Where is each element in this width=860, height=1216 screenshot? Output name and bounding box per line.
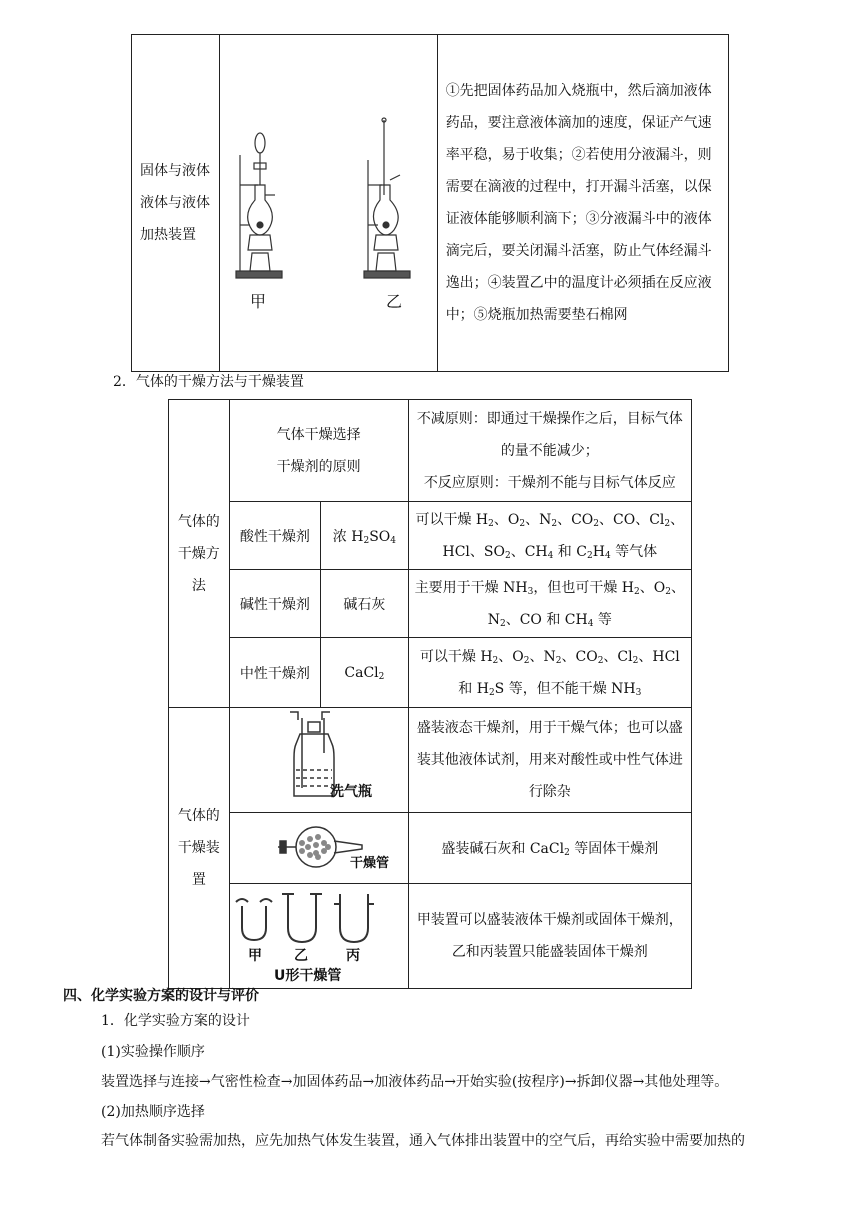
principle-label-line: 干燥剂的原则: [276, 458, 361, 475]
gas-wash-bottle-figure: [230, 708, 408, 808]
drying-tube-cell: [229, 813, 408, 884]
s4-1-2-heading: (2)加热顺序选择: [101, 1104, 205, 1120]
s4-1-2-text: 若气体制备实验需加热，应先加热气体发生装置，通入气体排出装置中的空气后，再给实验中需要加热的: [101, 1133, 745, 1149]
heating-apparatus-figure: [220, 35, 437, 367]
principle-text: 不反应原则：干燥剂不能与目标气体反应: [423, 474, 676, 491]
u-tube-figure: [230, 884, 408, 984]
u-tube-caption: U形干燥管: [273, 968, 342, 984]
principle-text: 不减原则：即通过干燥操作之后，目标气体的量不能减少；: [416, 410, 683, 459]
device-label-line: 气体的: [177, 808, 220, 824]
table-row: [169, 638, 692, 708]
dryer-type: 碱性干燥剂: [229, 570, 321, 638]
table-drying: [168, 399, 692, 989]
apparatus-label-jia: 甲: [249, 292, 266, 311]
principle-label-line: 气体干燥选择: [276, 426, 361, 443]
dryer-type: 酸性干燥剂: [229, 502, 321, 570]
u-tube-label-bing: 丙: [345, 948, 360, 964]
u-tube-cell: [229, 884, 408, 989]
table-row: [169, 570, 692, 638]
device-desc: 盛装碱石灰和 CaCl$_2$ 等固体干燥剂: [408, 813, 691, 884]
s4-1-heading: 1．化学实验方案的设计: [101, 1013, 250, 1029]
device-label-line: 置: [191, 872, 206, 888]
principle-text-cell: [408, 400, 691, 502]
method-label-cell: [169, 400, 230, 708]
label-line: 液体与液体: [140, 195, 210, 211]
section2-title: 2．气体的干燥方法与干燥装置: [113, 374, 304, 390]
method-label-line: 气体的: [177, 513, 220, 530]
apparatus-figure-cell: [219, 35, 437, 372]
dryer-agent: 浓 $H_2SO_4$: [321, 502, 409, 570]
notes-cell: [437, 35, 728, 372]
table-heating-apparatus: [131, 34, 729, 372]
gas-wash-bottle-cell: [229, 708, 408, 813]
s4-1-1-text: 装置选择与连接→气密性检查→加固体药品→加液体药品→开始实验(按程序)→拆卸仪器→其他处理等。: [101, 1074, 729, 1090]
drying-tube-figure: [230, 813, 408, 879]
gas-wash-bottle-caption: 洗气瓶: [329, 784, 372, 800]
s4-1-1-heading: (1)实验操作顺序: [101, 1044, 205, 1060]
device-desc: 盛装液态干燥剂，用于干燥气体；也可以盛装其他液体试剂，用来对酸性或中性气体进行除杂: [408, 708, 691, 813]
dryer-use: 可以干燥 $H_2$、$O_2$、$N_2$、$CO_2$、CO、$Cl_2$、HCl、$SO_2$、$CH_4$ 和 $C_2H_4$ 等气体: [408, 502, 691, 570]
drying-tube-caption: 干燥管: [349, 856, 389, 871]
dryer-use: 可以干燥 $H_2$、$O_2$、$N_2$、$CO_2$、$Cl_2$、HCl 和 $H_2S$ 等，但不能干燥 $NH_3$: [408, 638, 691, 708]
u-tube-label-yi: 乙: [293, 948, 308, 964]
label-line: 加热装置: [140, 227, 196, 243]
u-tube-label-jia: 甲: [247, 948, 262, 964]
principle-label-cell: [229, 400, 408, 502]
label-line: 固体与液体: [140, 163, 210, 179]
device-label-line: 干燥装: [177, 840, 220, 856]
device-desc: 甲装置可以盛装液体干燥剂或固体干燥剂，乙和丙装置只能盛装固体干燥剂: [408, 884, 691, 989]
section4-title: 四、化学实验方案的设计与评价: [63, 988, 259, 1004]
label-cell: [132, 35, 220, 372]
dryer-agent: CaCl$_2$: [321, 638, 409, 708]
table-row: [169, 502, 692, 570]
dryer-use: 主要用于干燥 $NH_3$，但也可干燥 $H_2$、$O_2$、$N_2$、CO 和 $CH_4$ 等: [408, 570, 691, 638]
dryer-agent: 碱石灰: [321, 570, 409, 638]
device-label-cell: [169, 708, 230, 989]
method-label-line: 法: [191, 577, 206, 594]
method-label-line: 干燥方: [177, 545, 220, 562]
apparatus-notes: ①先把固体药品加入烧瓶中，然后滴加液体药品，要注意液体滴加的速度，保证产气速率平稳，易于收集；②若使用分液漏斗，则需要在滴液的过程中，打开漏斗活塞，以保证液体能够顺利滴下；③分液漏斗中的液体滴完后，要关闭漏斗活塞，防止气体经漏斗逸出；④装置乙中的温度计必须插在反应液中；⑤烧瓶加热需要垫石棉网: [445, 83, 712, 323]
dryer-type: 中性干燥剂: [229, 638, 321, 708]
apparatus-label-yi: 乙: [385, 292, 402, 311]
